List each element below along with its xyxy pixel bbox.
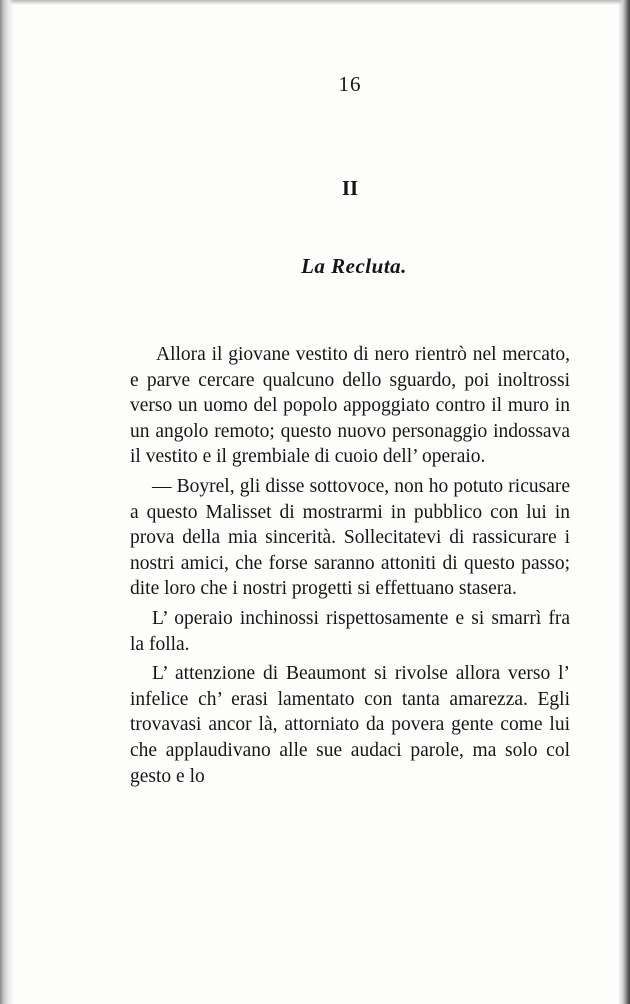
body-text xyxy=(130,342,570,793)
paragraph-3: L’ operaio inchinossi rispettosamente e si smarrì fra la folla. xyxy=(130,607,570,655)
page-right-edge xyxy=(618,0,630,1004)
chapter-number: II xyxy=(341,176,359,200)
paragraph-2: — Boyrel, gli disse sottovoce, non ho potuto ricusare a questo Malisset di mostrarmi in pubblico con lui in prova della mia sincerità. Sollecitatevi di rassicurare i nostri amici, che forse saranno attoniti di questo passo; dite loro che i nostri progetti si effettuano stasera. xyxy=(130,475,570,600)
page-left-edge xyxy=(0,0,14,1004)
page-number: 16 xyxy=(338,72,362,96)
page-top-edge xyxy=(0,0,630,5)
paragraph-4: L’ attenzione di Beaumont si rivolse allora verso l’ infelice ch’ erasi lamentato con tanta amarezza. Egli trovavasi ancor là, attorniato da povera gente come lui che applaudivano alle sue audaci parole, ma solo col gesto e lo xyxy=(130,663,570,787)
chapter-title: La Recluta. xyxy=(301,254,407,278)
paragraph-1: Allora il giovane vestito di nero rientrò nel mercato, e parve cercare qualcuno dello sguardo, poi inoltrossi verso un uomo del popolo appoggiato contro il muro in un angolo remoto; questo nuovo personaggio indossava il vestito e il grembiale di cuoio dell’ operaio. xyxy=(130,344,570,468)
